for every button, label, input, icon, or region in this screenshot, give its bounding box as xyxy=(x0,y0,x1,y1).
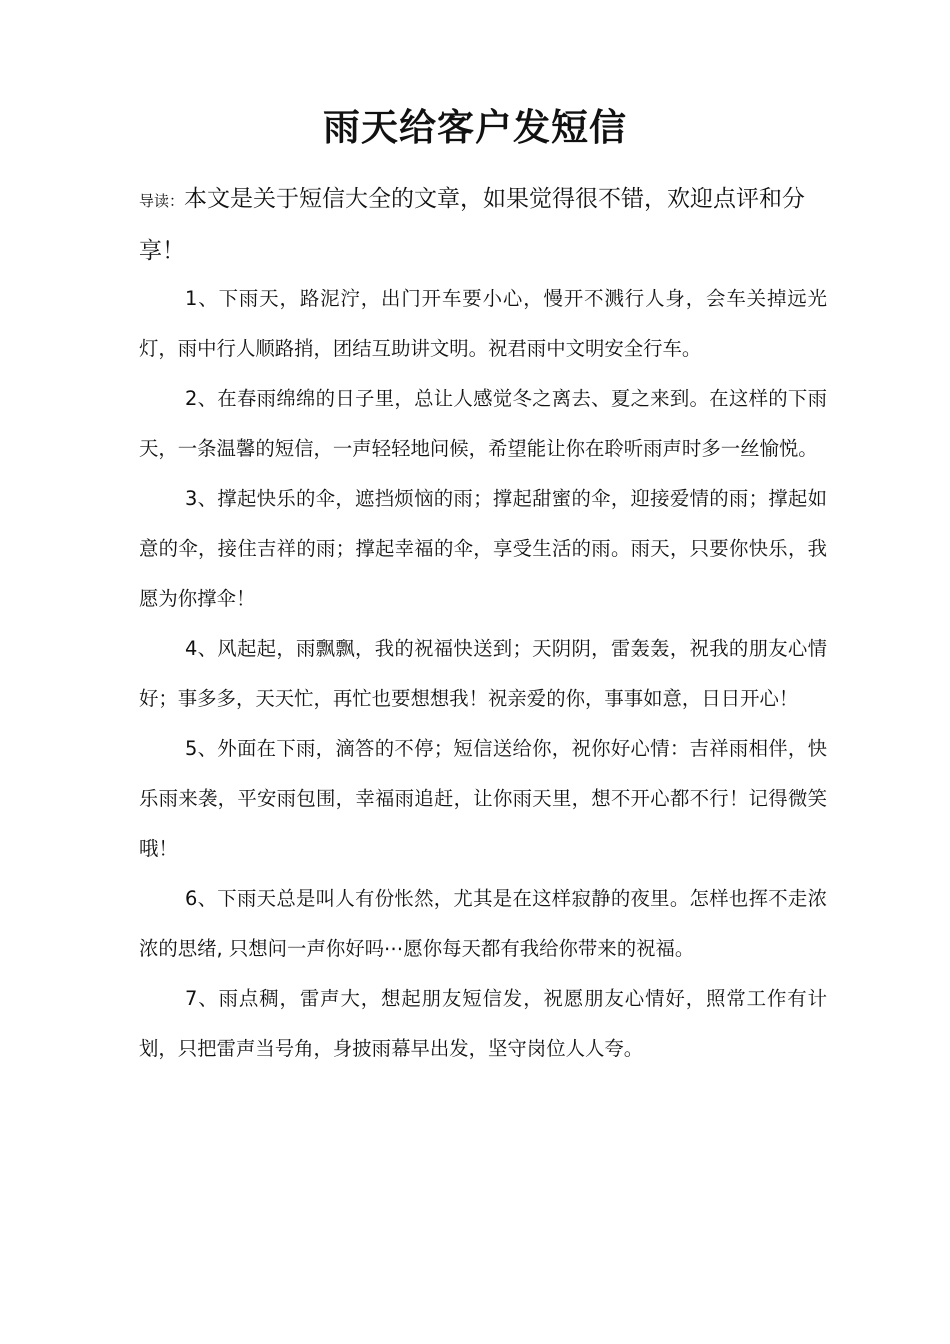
paragraph-6: 6、下雨天总是叫人有份怅然，尤其是在这样寂静的夜里。怎样也挥不走浓浓的思绪, 只想问一声你好吗⋯愿你每天都有我给你带来的祝福。 xyxy=(139,887,827,960)
page-title: 雨天给客户发短信 xyxy=(323,106,627,149)
article-body xyxy=(139,274,827,1074)
paragraph-7: 7、雨点稠，雷声大，想起朋友短信发，祝愿朋友心情好，照常工作有计划，只把雷声当号角，身披雨幕早出发，坚守岗位人人夸。 xyxy=(139,987,827,1060)
paragraph-1: 1、下雨天，路泥泞，出门开车要小心，慢开不溅行人身，会车关掉远光灯，雨中行人顺路捎，团结互助讲文明。祝君雨中文明安全行车。 xyxy=(139,287,827,360)
paragraph-4: 4、风起起，雨飘飘，我的祝福快送到；天阴阴，雷轰轰，祝我的朋友心情好；事多多，天天忙，再忙也要想想我！祝亲爱的你，事事如意，日日开心！ xyxy=(139,637,827,710)
paragraph-3: 3、撑起快乐的伞，遮挡烦恼的雨；撑起甜蜜的伞，迎接爱情的雨；撑起如意的伞，接住吉祥的雨；撑起幸福的伞，享受生活的雨。雨天，只要你快乐，我愿为你撑伞！ xyxy=(139,487,827,610)
paragraph-5: 5、外面在下雨，滴答的不停；短信送给你，祝你好心情：吉祥雨相伴，快乐雨来袭，平安雨包围，幸福雨追赶，让你雨天里，想不开心都不行！记得微笑哦！ xyxy=(139,737,827,860)
intro-text: 本文是关于短信大全的文章，如果觉得很不错，欢迎点评和分享！ xyxy=(139,186,806,264)
intro-label: 导读： xyxy=(139,192,185,210)
paragraph-2: 2、在春雨绵绵的日子里，总让人感觉冬之离去、夏之来到。在这样的下雨天，一条温馨的短信，一声轻轻地问候，希望能让你在聆听雨声时多一丝愉悦。 xyxy=(139,387,827,460)
intro xyxy=(139,174,819,276)
